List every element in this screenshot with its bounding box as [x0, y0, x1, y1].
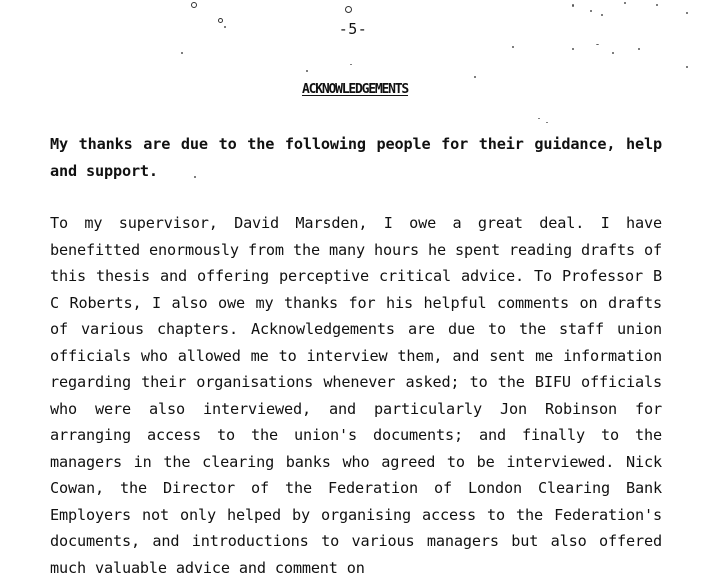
scan-speck [306, 70, 308, 72]
scan-speck [191, 2, 197, 8]
section-heading: ACKNOWLEDGEMENTS [301, 82, 409, 97]
scan-speck [538, 118, 540, 119]
scan-speck [624, 2, 626, 4]
intro-paragraph: My thanks are due to the following people for their guidance, help and support. [50, 135, 662, 180]
scan-speck [612, 52, 614, 54]
page-number: -5- [338, 20, 368, 38]
scan-speck [546, 122, 548, 123]
scan-speck [474, 76, 476, 78]
scan-speck [638, 48, 640, 50]
scan-speck [656, 4, 658, 6]
scan-speck [590, 10, 592, 12]
scan-speck [686, 66, 688, 68]
scan-speck [601, 14, 603, 16]
scan-speck [350, 64, 352, 65]
scan-speck [572, 4, 574, 7]
scan-speck [181, 52, 183, 54]
scan-speck [512, 46, 514, 48]
scan-speck [596, 44, 599, 45]
body-paragraph: To my supervisor, David Marsden, I owe a great deal. I have benefitted enormously from the many hours he spent reading drafts of this thesis and offering perceptive critical advice. To Professor B C Roberts, I also owe my thanks for his helpful comments on drafts of various chapters. Acknowledgements are due to the staff union officials who allowed me to interview them, and sent me information regarding their organisations whenever asked; to the BIFU officials who were also interviewed, and particularly Jon Robinson for arranging access to the union's documents; and finally to the managers in the clearing banks who agreed to be interviewed. Nick Cowan, the Director of the Federation of London Clearing Bank Employers not only helped by organising access to the Federation's documents, and introductions to various managers but also offered much valuable advice and comment on [50, 214, 662, 577]
scan-speck [572, 48, 574, 50]
scan-speck [686, 12, 688, 14]
scan-speck [345, 6, 352, 13]
